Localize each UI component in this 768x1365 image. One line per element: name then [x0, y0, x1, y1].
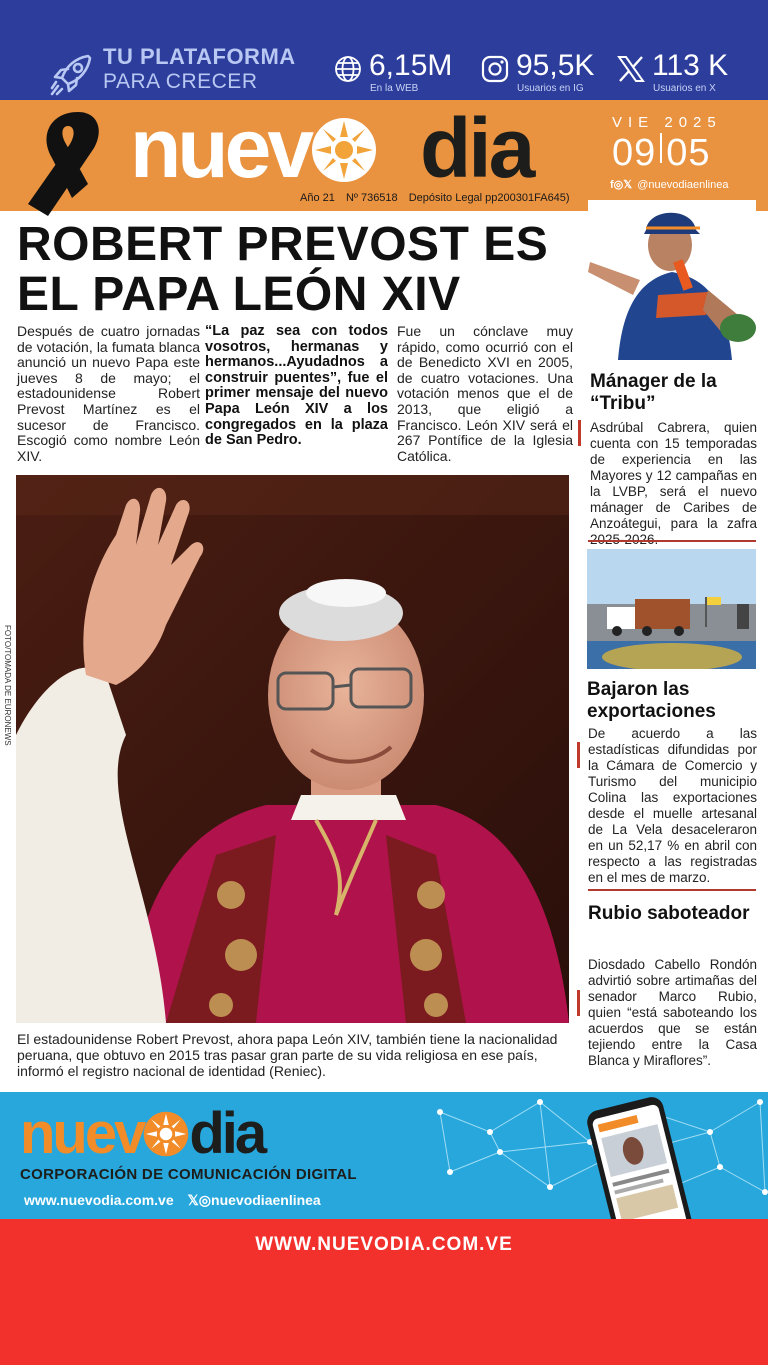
instagram-icon — [480, 54, 510, 84]
sidebar-item-3-title: Rubio saboteador — [588, 903, 750, 924]
globe-icon — [333, 54, 363, 84]
pope-photo — [16, 475, 569, 1023]
top-bar — [0, 0, 768, 100]
footer — [0, 1219, 768, 1365]
pope-illustration — [16, 475, 569, 1023]
social-icons: f◎𝕏 — [610, 179, 633, 191]
banner-social-handle[interactable]: 𝕏◎nuevodiaenlinea — [187, 1192, 321, 1208]
social-handle[interactable] — [610, 178, 728, 191]
year: 2025 — [664, 114, 722, 131]
corporation-label: CORPORACIÓN DE COMUNICACIÓN DIGITAL — [20, 1166, 357, 1183]
sidebar-item-3-marker — [577, 990, 580, 1016]
logo-text-right: dia — [420, 101, 533, 195]
article-column-3: Fue un cónclave muy rápido, como ocurrió con el de Benedicto XVI en 2005, de cuatro votaciones. Una votación menos que el de 2013, que eligió a Francisco. León XIV será el 267 Pontífice de la Iglesia Católica. — [397, 323, 573, 464]
rocket-icon — [48, 50, 96, 98]
footer-url-link[interactable]: WWW.NUEVODIA.COM.VE — [255, 1234, 513, 1255]
x-icon — [616, 54, 646, 84]
article-column-1: Después de cuatro jornadas de votación, la fumata blanca anunció un nuevo Papa este jueves 8 de mayo; el estadounidense Robert Prevost Martínez es el sucesor de Francisco. Escogió como nombre León XIV. — [17, 323, 200, 464]
sidebar-item-2-title: Bajaron las exportaciones — [587, 679, 716, 722]
stat-web-value: 6,15M — [369, 49, 453, 82]
issue-info — [300, 192, 578, 204]
sidebar-item-3-text: Diosdado Cabello Rondón advirtió sobre artimañas del senador Marco Rubio, quien “está saboteando los acuerdos que se están tejiendo entre la Casa Blanca y Miraflores”. — [588, 957, 757, 1068]
weekday: VIE — [612, 114, 655, 131]
social-handle-text: @nuevodiaenlinea — [637, 179, 729, 191]
sidebar-divider-2 — [588, 889, 756, 891]
banner-logo — [20, 1101, 265, 1166]
date-block — [612, 114, 752, 173]
issue-number: Nº 736518 — [345, 192, 398, 204]
masthead — [0, 100, 768, 211]
page-title: ROBERT PREVOST ES EL PAPA LEÓN XIV — [17, 218, 549, 321]
sun-logo-icon — [311, 117, 377, 183]
baseball-manager-photo — [588, 200, 756, 360]
stat-instagram-value: 95,5K — [516, 49, 595, 82]
date-separator — [660, 133, 662, 163]
truck-port-illustration — [587, 549, 756, 669]
banner-website-link[interactable]: www.nuevodia.com.ve — [24, 1192, 174, 1208]
banner-logo-right: dia — [189, 1101, 265, 1166]
logo-text-left: nuev — [130, 101, 311, 195]
banner-logo-left: nuev — [20, 1101, 144, 1166]
issue-year: Año 21 — [300, 192, 335, 204]
banner-links — [24, 1192, 331, 1209]
photo-caption: El estadounidense Robert Prevost, ahora papa León XIV, también tiene la nacionalidad peruana, que obtuvo en 2015 tras pasar gran parte de su vida religiosa en ese país, informó el registro nacional de identidad (Reniec). — [17, 1031, 558, 1079]
sidebar-divider-1 — [588, 540, 756, 542]
stat-web-label: En la WEB — [370, 83, 419, 94]
day: 09 — [612, 132, 657, 174]
sidebar-item-1-marker — [578, 420, 581, 446]
article-column-2-quote: “La paz sea con todos vosotros, hermanas y hermanos...Ayudadnos a construir puentes”, fue el primer mensaje del nuevo Papa León XIV a los congregados en la plaza de San Pedro. — [205, 323, 388, 449]
tagline-line-1: TU PLATAFORMA — [103, 44, 296, 69]
truck-port-photo — [587, 549, 756, 669]
banner-sun-icon — [143, 1111, 189, 1157]
legal-deposit: Depósito Legal pp200301FA645) — [408, 192, 570, 204]
stat-x-label: Usuarios en X — [653, 83, 716, 94]
platform-tagline — [103, 46, 296, 92]
sidebar-item-1-title: Mánager de la “Tribu” — [590, 371, 717, 414]
month: 05 — [666, 132, 711, 174]
mourning-ribbon-icon — [18, 108, 108, 220]
photo-credit-text: FOTO/TOMADA DE EURONEWS — [3, 625, 12, 746]
phone-mockup — [578, 1092, 698, 1219]
tagline-line-2: PARA CRECER — [103, 70, 258, 93]
stat-instagram-label: Usuarios en IG — [517, 83, 584, 94]
stat-x-value: 113 K — [652, 49, 729, 82]
masthead-logo — [130, 101, 378, 195]
baseball-illustration — [588, 200, 756, 360]
sidebar-item-2-marker — [577, 742, 580, 768]
sidebar-item-2-text: De acuerdo a las estadísticas difundidas por la Cámara de Comercio y Turismo del municipio Colina las exportaciones desde el muelle artesanal de La Vela desaceleraron en un 52,17 % en abril con respecto a las registradas en el mes de marzo. — [588, 726, 757, 885]
sidebar-item-1-text: Asdrúbal Cabrera, quien cuenta con 15 temporadas de experiencia en las Mayores y 12 campañas en la LVBP, será el nuevo mánager de Caribes de Anzoátegui, para la zafra — [590, 420, 757, 531]
photo-credit — [2, 625, 14, 775]
